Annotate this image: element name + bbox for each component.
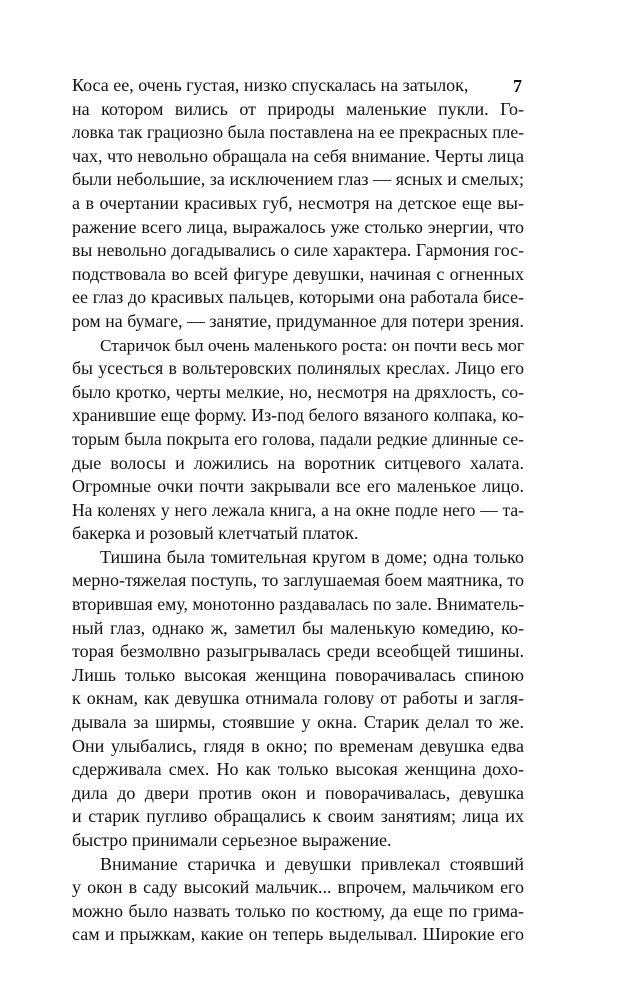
text-line: Они улыбались, глядя в окно; по временам девушка едва (72, 735, 524, 756)
text-line: можно было назвать только по костюму, да еще по грима- (72, 900, 524, 921)
text-line: ее глаз до красивых пальцев, которыми она работала бисе- (72, 287, 524, 308)
text-line: торым была покрыта его голова, падали редкие длинные се- (72, 428, 524, 449)
text-line: бы усесться в вольтеровских полинялых креслах. Лицо его (72, 358, 524, 379)
text-line: Старичок был очень маленького роста: он почти весь мог (100, 335, 524, 355)
text-line: сдерживала смех. Но как только высокая женщина дохо- (72, 759, 524, 780)
text-line: и старик пугливо обращались к своим занятиям; лица их (72, 806, 524, 827)
text-line: быстро принимали серьезное выражение. (72, 830, 392, 850)
text-line: Огромные очки почти закрывали все его маленькое лицо. (72, 476, 524, 497)
text-line: сам и прыжкам, какие он теперь выделывал. Широкие его (72, 924, 524, 945)
text-line: дила до двери против окон и поворачивалась, девушка (72, 782, 524, 803)
text-line: а в очертании красивых губ, несмотря на детское еще вы- (72, 192, 524, 213)
body-text (72, 74, 524, 947)
text-line: Внимание старичка и девушки привлекал стоявший (100, 853, 524, 874)
text-line: торая безмолвно разыгрывалась среди всеобщей тишины. (72, 641, 524, 662)
text-line: было кротко, черты мелкие, но, несмотря на дряхлость, со- (72, 381, 524, 402)
text-line: мерно-тяжелая поступь, то заглушаемая боем маятника, то (72, 570, 524, 591)
text-line: Лишь только высокая женщина поворачивалась спиною (72, 664, 524, 685)
text-line: Коса ее, очень густая, низко спускалась на затылок, (72, 75, 469, 95)
text-line: Тишина была томительная кругом в доме; одна только (100, 546, 524, 567)
text-line: ловка так грациозно была поставлена на ее прекрасных пле- (72, 122, 524, 143)
text-line: дые волосы и ложились на воротник ситцевого халата. (72, 452, 524, 473)
text-line: чах, что невольно обращала на себя внимание. Черты лица (72, 145, 524, 166)
text-line: вторившая ему, монотонно раздавалась по зале. Вниматель- (72, 594, 525, 615)
text-line: вы невольно догадывались о силе характера. Гармония гос- (72, 240, 524, 261)
text-line: На коленях у него лежала книга, а на окне подле него — та- (72, 499, 524, 520)
text-line: ражение всего лица, выражалось уже столько энергии, что (72, 216, 524, 237)
text-line: на котором вились от природы маленькие пукли. Го- (72, 98, 524, 119)
text-line: бакерка и розовый клетчатый платок. (72, 523, 359, 544)
text-line: подствовала во всей фигуре девушки, начиная с огненных (72, 263, 524, 284)
text-line: у окон в саду высокий мальчик... впрочем, мальчиком его (72, 877, 524, 898)
text-line: хранившие еще форму. Из-под белого вязаного колпака, ко- (72, 405, 524, 426)
page-number: 7 (513, 76, 522, 96)
text-line: дывала за ширмы, стоявшие у окна. Старик делал то же. (72, 712, 524, 733)
text-line: ром на бумаге, — занятие, придуманное для потери зрения. (72, 310, 524, 331)
text-line: к окнам, как девушка отнимала голову от работы и загля- (72, 688, 524, 709)
text-line: были небольшие, за исключением глаз — ясных и смелых; (72, 169, 524, 190)
text-line: ный глаз, однако ж, заметил бы маленькую комедию, ко- (72, 617, 524, 638)
